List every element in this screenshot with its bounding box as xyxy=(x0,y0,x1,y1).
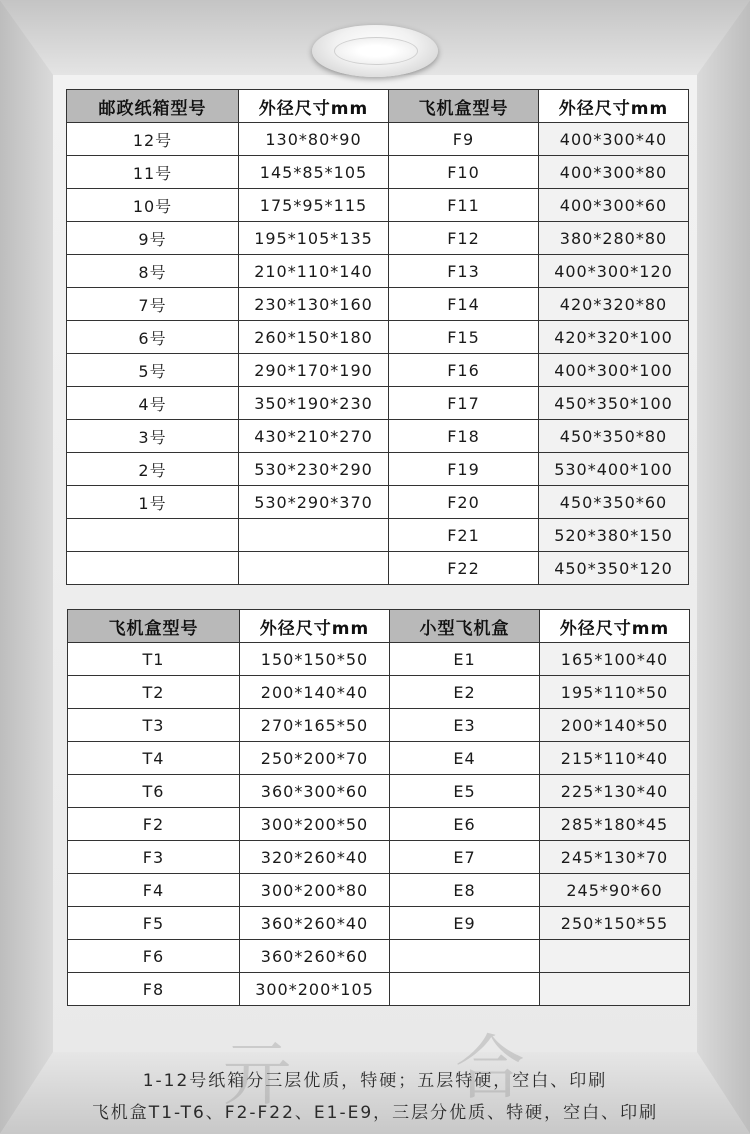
table-cell: 430*210*270 xyxy=(239,420,389,453)
table-cell: 11号 xyxy=(67,156,239,189)
table-cell: 250*200*70 xyxy=(240,742,390,775)
table-row xyxy=(67,156,689,189)
table-cell: 130*80*90 xyxy=(239,123,389,156)
table-cell: F6 xyxy=(68,940,240,973)
table-cell: 250*150*55 xyxy=(540,907,690,940)
table-cell: 290*170*190 xyxy=(239,354,389,387)
table-cell: 10号 xyxy=(67,189,239,222)
table-cell: 530*230*290 xyxy=(239,453,389,486)
table-cell: 400*300*40 xyxy=(539,123,689,156)
table-cell: 450*350*100 xyxy=(539,387,689,420)
table-cell: F12 xyxy=(389,222,539,255)
table-row xyxy=(67,387,689,420)
header-outer-size: 外径尺寸mm xyxy=(239,90,389,123)
table-cell: F3 xyxy=(68,841,240,874)
table-cell: 530*290*370 xyxy=(239,486,389,519)
table-cell: 300*200*80 xyxy=(240,874,390,907)
table-cell: 400*300*60 xyxy=(539,189,689,222)
table-cell: 8号 xyxy=(67,255,239,288)
header-airplane-box-model: 飞机盒型号 xyxy=(68,610,240,643)
carton-size-table xyxy=(66,89,689,585)
table-cell: 3号 xyxy=(67,420,239,453)
table-row xyxy=(68,973,690,1006)
table-cell: E5 xyxy=(390,775,540,808)
table-cell: 215*110*40 xyxy=(540,742,690,775)
table-row xyxy=(67,420,689,453)
table-cell: E1 xyxy=(390,643,540,676)
table-cell: E8 xyxy=(390,874,540,907)
table-cell: T1 xyxy=(68,643,240,676)
table-row xyxy=(67,255,689,288)
table-cell: 4号 xyxy=(67,387,239,420)
table-cell: F19 xyxy=(389,453,539,486)
table-cell: 1号 xyxy=(67,486,239,519)
table-cell: 260*150*180 xyxy=(239,321,389,354)
table-cell: F9 xyxy=(389,123,539,156)
table-cell: 2号 xyxy=(67,453,239,486)
table-cell: 300*200*105 xyxy=(240,973,390,1006)
table-cell: 245*130*70 xyxy=(540,841,690,874)
table-cell xyxy=(239,552,389,585)
table-cell: E2 xyxy=(390,676,540,709)
header-small-airplane-box: 小型飞机盒 xyxy=(390,610,540,643)
table-cell: 9号 xyxy=(67,222,239,255)
table-cell: 225*130*40 xyxy=(540,775,690,808)
table-row xyxy=(68,907,690,940)
table-cell: 450*350*120 xyxy=(539,552,689,585)
table-cell: 320*260*40 xyxy=(240,841,390,874)
table-row xyxy=(67,552,689,585)
airplane-box-size-table xyxy=(67,609,690,1006)
table-cell: F5 xyxy=(68,907,240,940)
header-outer-size: 外径尺寸mm xyxy=(539,90,689,123)
table-cell: F13 xyxy=(389,255,539,288)
table-cell: 145*85*105 xyxy=(239,156,389,189)
table-cell: 5号 xyxy=(67,354,239,387)
table-row xyxy=(68,676,690,709)
table-cell xyxy=(390,940,540,973)
table-cell xyxy=(390,973,540,1006)
table-cell: F11 xyxy=(389,189,539,222)
table-cell: 210*110*140 xyxy=(239,255,389,288)
table-row xyxy=(68,874,690,907)
table-row xyxy=(68,709,690,742)
table-row xyxy=(68,808,690,841)
table-cell: F2 xyxy=(68,808,240,841)
table-row xyxy=(67,486,689,519)
table-cell: 420*320*80 xyxy=(539,288,689,321)
table-cell: 350*190*230 xyxy=(239,387,389,420)
table-row xyxy=(68,742,690,775)
table-cell: 400*300*80 xyxy=(539,156,689,189)
watermark-mark-right: 合 xyxy=(455,1027,525,1109)
table-cell: 230*130*160 xyxy=(239,288,389,321)
table-cell: 12号 xyxy=(67,123,239,156)
table-row xyxy=(67,189,689,222)
table-cell: 175*95*115 xyxy=(239,189,389,222)
table-cell: F15 xyxy=(389,321,539,354)
table-cell: 380*280*80 xyxy=(539,222,689,255)
table-cell xyxy=(540,940,690,973)
header-outer-size: 外径尺寸mm xyxy=(240,610,390,643)
table-row xyxy=(67,321,689,354)
header-outer-size: 外径尺寸mm xyxy=(540,610,690,643)
table-cell: F21 xyxy=(389,519,539,552)
table-cell: F16 xyxy=(389,354,539,387)
table-row xyxy=(67,222,689,255)
table-cell: 195*110*50 xyxy=(540,676,690,709)
table-row xyxy=(67,519,689,552)
table-cell: T6 xyxy=(68,775,240,808)
table-row xyxy=(68,643,690,676)
table-row xyxy=(68,775,690,808)
table-cell xyxy=(239,519,389,552)
table-cell: E9 xyxy=(390,907,540,940)
table-cell xyxy=(67,552,239,585)
table-cell: 245*90*60 xyxy=(540,874,690,907)
table-cell: 285*180*45 xyxy=(540,808,690,841)
table-header-row xyxy=(68,610,690,643)
table-cell: 360*260*40 xyxy=(240,907,390,940)
table-cell: T3 xyxy=(68,709,240,742)
table-cell: 165*100*40 xyxy=(540,643,690,676)
table-cell: E4 xyxy=(390,742,540,775)
table-cell xyxy=(540,973,690,1006)
table-cell: 520*380*150 xyxy=(539,519,689,552)
footer-note-line-2: 飞机盒T1-T6、F2-F22、E1-E9，三层分优质、特硬，空白、印刷 xyxy=(91,1103,659,1123)
ceiling-lamp xyxy=(312,25,438,77)
table-cell: F14 xyxy=(389,288,539,321)
table-cell: T2 xyxy=(68,676,240,709)
table-row xyxy=(67,354,689,387)
table-cell: F20 xyxy=(389,486,539,519)
table-row xyxy=(68,841,690,874)
table-cell: 360*300*60 xyxy=(240,775,390,808)
table-cell: 450*350*80 xyxy=(539,420,689,453)
table-cell: E6 xyxy=(390,808,540,841)
table-cell: F17 xyxy=(389,387,539,420)
table-header-row xyxy=(67,90,689,123)
table-cell xyxy=(67,519,239,552)
table-row xyxy=(68,940,690,973)
table-cell: E7 xyxy=(390,841,540,874)
table-cell: 420*320*100 xyxy=(539,321,689,354)
header-postal-box-model: 邮政纸箱型号 xyxy=(67,90,239,123)
table-cell: 200*140*50 xyxy=(540,709,690,742)
table-cell: 360*260*60 xyxy=(240,940,390,973)
table-cell: 270*165*50 xyxy=(240,709,390,742)
table-cell: 530*400*100 xyxy=(539,453,689,486)
table-cell: F4 xyxy=(68,874,240,907)
table-cell: 6号 xyxy=(67,321,239,354)
table-cell: 200*140*40 xyxy=(240,676,390,709)
table-cell: E3 xyxy=(390,709,540,742)
table-cell: 150*150*50 xyxy=(240,643,390,676)
table-cell: T4 xyxy=(68,742,240,775)
header-airplane-box-model: 飞机盒型号 xyxy=(389,90,539,123)
table-cell: F8 xyxy=(68,973,240,1006)
footer-note-line-1: 1-12号纸箱分三层优质，特硬；五层特硬，空白、印刷 xyxy=(142,1071,608,1091)
table-cell: 195*105*135 xyxy=(239,222,389,255)
table-cell: 400*300*120 xyxy=(539,255,689,288)
table-cell: 300*200*50 xyxy=(240,808,390,841)
table-cell: F18 xyxy=(389,420,539,453)
table-row xyxy=(67,288,689,321)
table-cell: 450*350*60 xyxy=(539,486,689,519)
table-cell: 400*300*100 xyxy=(539,354,689,387)
table-cell: F22 xyxy=(389,552,539,585)
table-cell: F10 xyxy=(389,156,539,189)
table-row xyxy=(67,123,689,156)
table-row xyxy=(67,453,689,486)
table-cell: 7号 xyxy=(67,288,239,321)
watermark-mark-left: 亓 xyxy=(222,1033,292,1115)
